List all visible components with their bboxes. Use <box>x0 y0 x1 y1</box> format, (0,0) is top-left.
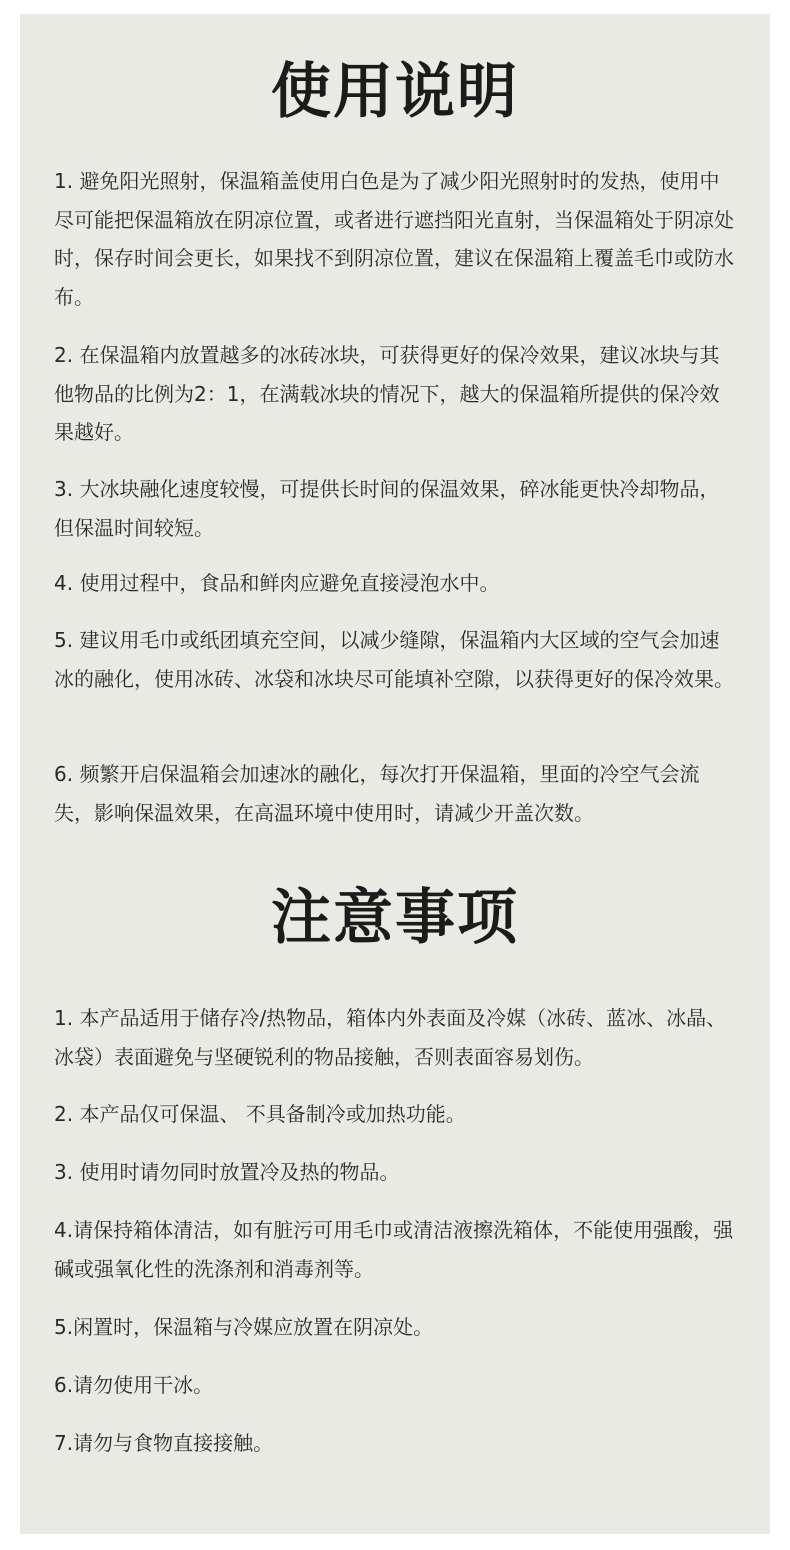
notes-item-3: 3. 使用时请勿同时放置冷及热的物品。 <box>54 1160 400 1184</box>
notes-item-1: 1. 本产品适用于储存冷/热物品，箱体内外表面及冷媒（冰砖、蓝冰、冰晶、冰袋）表面避免与坚硬锐利的物品接触，否则表面容易划伤。 <box>54 1006 727 1069</box>
usage-item-3: 3. 大冰块融化速度较慢，可提供长时间的保温效果，碎冰能更快冷却物品，但保温时间较短。 <box>54 477 720 540</box>
usage-item-5: 5. 建议用毛巾或纸团填充空间，以减少缝隙，保温箱内大区域的空气会加速冰的融化，使用冰砖、冰袋和冰块尽可能填补空隙，以获得更好的保冷效果。 <box>54 628 734 691</box>
usage-item-4: 4. 使用过程中，食品和鲜肉应避免直接浸泡水中。 <box>54 571 500 595</box>
notes-item-2: 2. 本产品仅可保温、 不具备制冷或加热功能。 <box>54 1102 466 1126</box>
notes-item-5: 5.闲置时，保温箱与冷媒应放置在阴凉处。 <box>54 1315 434 1339</box>
notes-item-4: 4.请保持箱体清洁，如有脏污可用毛巾或清洁液擦洗箱体，不能使用强酸，强碱或强氧化性的洗涤剂和消毒剂等。 <box>54 1218 734 1281</box>
instruction-panel <box>20 14 770 1534</box>
usage-item-2: 2. 在保温箱内放置越多的冰砖冰块，可获得更好的保冷效果，建议冰块与其他物品的比例为2：1，在满载冰块的情况下，越大的保温箱所提供的保冷效果越好。 <box>54 343 720 444</box>
notes-title: 注意事项 <box>271 883 519 953</box>
usage-title: 使用说明 <box>271 57 519 127</box>
notes-item-7: 7.请勿与食物直接接触。 <box>54 1431 274 1455</box>
usage-item-6: 6. 频繁开启保温箱会加速冰的融化，每次打开保温箱，里面的冷空气会流失，影响保温效果，在高温环境中使用时，请减少开盖次数。 <box>54 762 700 825</box>
usage-item-1: 1. 避免阳光照射，保温箱盖使用白色是为了减少阳光照射时的发热，使用中尽可能把保温箱放在阴凉位置，或者进行遮挡阳光直射，当保温箱处于阴凉处时，保存时间会更长，如果找不到阴凉位置，建议在保温箱上覆盖毛巾或防水布。 <box>54 169 734 309</box>
notes-item-6: 6.请勿使用干冰。 <box>54 1373 214 1397</box>
